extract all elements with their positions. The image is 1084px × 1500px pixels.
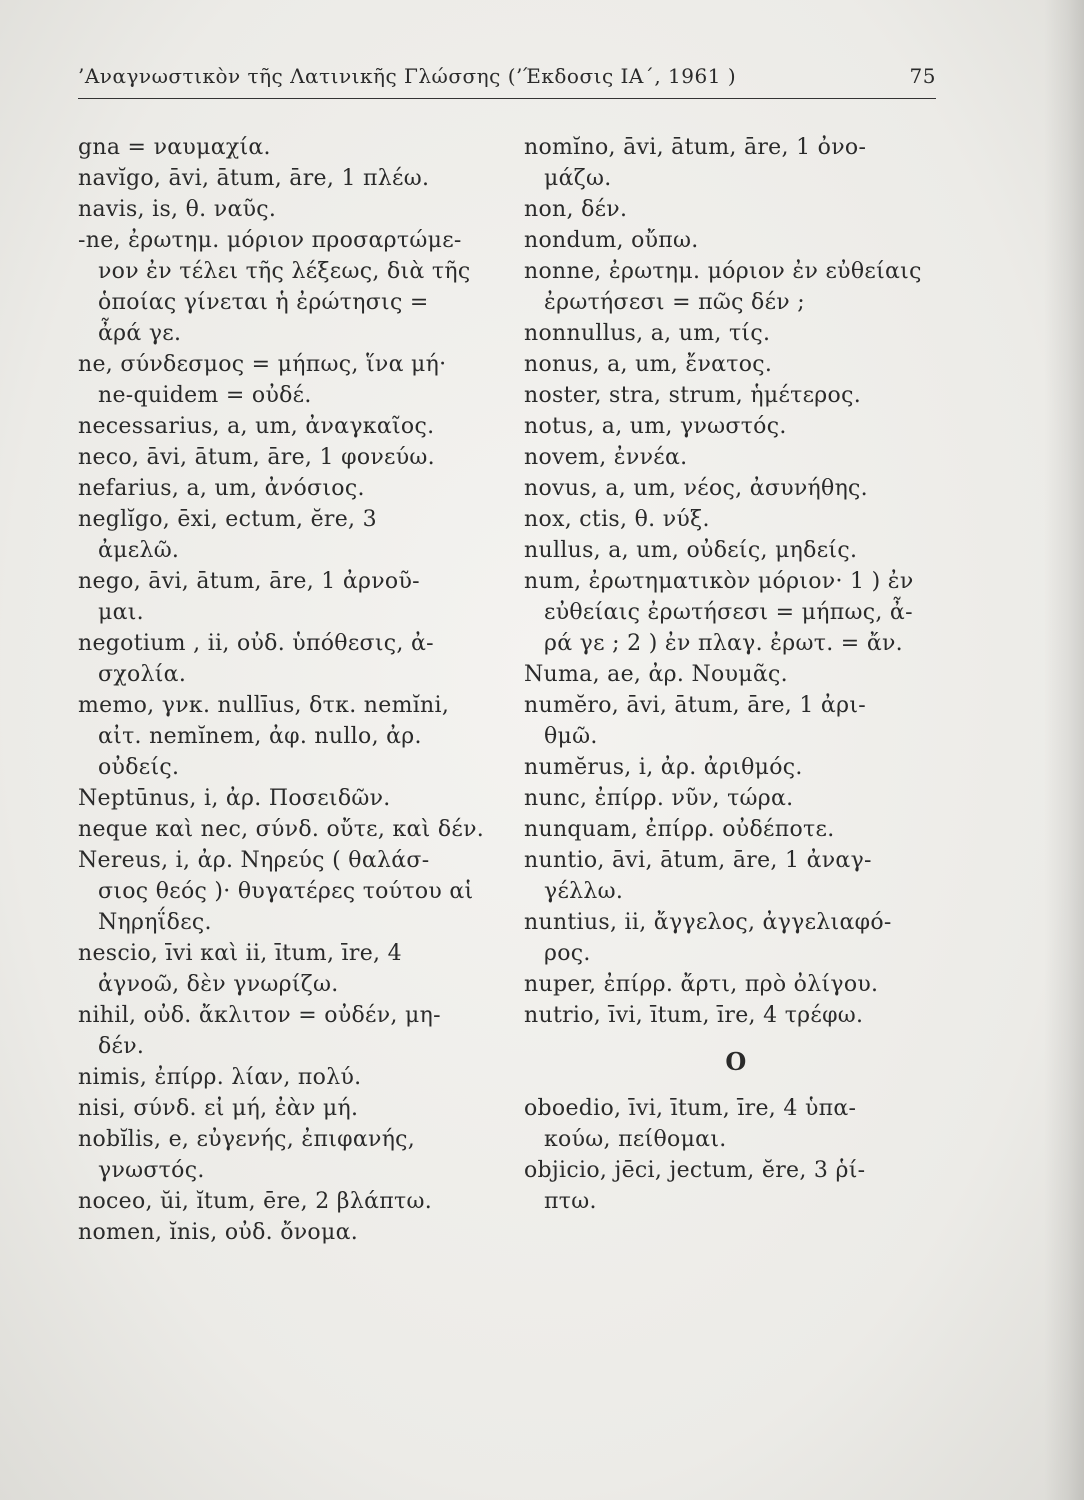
dictionary-line: nimis, ἐπίρρ. λίαν, πολύ.: [78, 1065, 362, 1090]
dictionary-line: δέν.: [98, 1034, 145, 1059]
dictionary-line: γνωστός.: [98, 1158, 205, 1183]
dictionary-line: nomĭno, āvi, ātum, āre, 1 ὀνο-: [524, 135, 867, 160]
dictionary-line: μαι.: [98, 600, 144, 625]
dictionary-line: neque καὶ nec, σύνδ. οὔτε, καὶ δέν.: [78, 817, 485, 842]
dictionary-line: memo, γνκ. nullīus, δτκ. nemĭni,: [78, 693, 450, 718]
running-header: [78, 62, 936, 99]
page-crease-shadow: [1044, 0, 1084, 1500]
dictionary-line: num, ἐρωτηματικὸν μόριον· 1 ) ἐν: [524, 569, 914, 594]
dictionary-line: nuntius, ii, ἄγγελος, ἀγγελιαφό-: [524, 910, 892, 935]
dictionary-line: nonus, a, um, ἔνατος.: [524, 352, 773, 377]
dictionary-line: οὐδείς.: [98, 755, 180, 780]
dictionary-line: necessarius, a, um, ἀναγκαῖος.: [78, 414, 435, 439]
dictionary-line: neglĭgo, ēxi, ectum, ĕre, 3: [78, 507, 377, 532]
dictionary-line: θμῶ.: [544, 724, 598, 749]
dictionary-line: novem, ἐννέα.: [524, 445, 688, 470]
dictionary-line: μάζω.: [544, 166, 612, 191]
dictionary-line: nomen, ĭnis, οὐδ. ὄνομα.: [78, 1220, 359, 1245]
dictionary-line: ἀγνοῶ, δὲν γνωρίζω.: [98, 972, 339, 997]
header-title: ’Αναγνωστικὸν τῆς Λατινικῆς Γλώσσης (’Έκδοσις ΙΑ΄, 1961 ): [78, 64, 737, 88]
dictionary-line: nuntio, āvi, ātum, āre, 1 ἀναγ-: [524, 848, 872, 873]
dictionary-line: navĭgo, āvi, ātum, āre, 1 πλέω.: [78, 166, 430, 191]
dictionary-line: nonne, ἐρωτημ. μόριον ἐν εὐθείαις: [524, 259, 922, 284]
dictionary-line: -ne, ἐρωτημ. μόριον προσαρτώμε-: [78, 228, 462, 253]
dictionary-line: νον ἐν τέλει τῆς λέξεως, διὰ τῆς: [98, 259, 471, 284]
dictionary-line: numĕro, āvi, ātum, āre, 1 ἀρι-: [524, 693, 866, 718]
dictionary-line: nefarius, a, um, ἀνόσιος.: [78, 476, 365, 501]
dictionary-line: ἐρωτήσεσι = πῶς δέν ;: [544, 290, 805, 315]
dictionary-line: navis, is, θ. ναῦς.: [78, 197, 277, 222]
dictionary-line: nox, ctis, θ. νύξ.: [524, 507, 710, 532]
dictionary-line: neco, āvi, ātum, āre, 1 φονεύω.: [78, 445, 435, 470]
dictionary-line: κούω, πείθομαι.: [544, 1127, 727, 1152]
section-letter-o: O: [725, 1047, 747, 1076]
dictionary-line: oboedio, īvi, ītum, īre, 4 ὑπα-: [524, 1096, 857, 1121]
dictionary-line: numĕrus, i, ἀρ. ἀριθμός.: [524, 755, 803, 780]
dictionary-line: σιος θεός )· θυγατέρες τούτου αἱ: [98, 879, 474, 904]
dictionary-line: noceo, ŭi, ĭtum, ēre, 2 βλάπτω.: [78, 1189, 432, 1214]
dictionary-line: Nereus, i, ἀρ. Νηρεύς ( θαλάσ-: [78, 848, 430, 873]
dictionary-line: ne, σύνδεσμος = μήπως, ἵνα μή·: [78, 352, 447, 377]
dictionary-line: noster, stra, strum, ἡμέτερος.: [524, 383, 862, 408]
dictionary-line: αἰτ. nemĭnem, ἀφ. nullo, ἀρ.: [98, 724, 422, 749]
dictionary-line: nego, āvi, ātum, āre, 1 ἀρνοῦ-: [78, 569, 420, 594]
section-o-entries: [524, 1093, 948, 1217]
page-number: 75: [909, 64, 936, 88]
dictionary-line: σχολία.: [98, 662, 187, 687]
dictionary-line: πτω.: [544, 1189, 597, 1214]
dictionary-line: ἀμελῶ.: [98, 538, 180, 563]
dictionary-line: notus, a, um, γνωστός.: [524, 414, 787, 439]
right-column: [524, 132, 948, 1217]
left-column: [78, 132, 486, 1248]
dictionary-line: ρά γε ; 2 ) ἐν πλαγ. ἐρωτ. = ἄν.: [544, 631, 903, 656]
dictionary-line: ὁποίας γίνεται ἡ ἐρώτησις =: [98, 290, 429, 315]
dictionary-line: nullus, a, um, οὐδείς, μηδείς.: [524, 538, 858, 563]
dictionary-line: Neptūnus, i, ἀρ. Ποσειδῶν.: [78, 786, 391, 811]
dictionary-line: nihil, οὐδ. ἄκλιτον = οὐδέν, μη-: [78, 1003, 441, 1028]
dictionary-line: negotium , ii, οὐδ. ὑπόθεσις, ἀ-: [78, 631, 434, 656]
dictionary-line: nuper, ἐπίρρ. ἄρτι, πρὸ ὀλίγου.: [524, 972, 879, 997]
dictionary-line: ne-quidem = οὐδέ.: [98, 383, 312, 408]
dictionary-line: nondum, οὔπω.: [524, 228, 699, 253]
dictionary-line: γέλλω.: [544, 879, 624, 904]
dictionary-line: ρος.: [544, 941, 591, 966]
dictionary-line: objicio, jēci, jectum, ĕre, 3 ῥί-: [524, 1158, 866, 1183]
dictionary-line: ἆρά γε.: [98, 321, 182, 346]
dictionary-line: nescio, īvi καὶ ii, ītum, īre, 4: [78, 941, 402, 966]
dictionary-line: nonnullus, a, um, τίς.: [524, 321, 771, 346]
dictionary-line: gna = ναυμαχία.: [78, 135, 271, 160]
dictionary-line: nunquam, ἐπίρρ. οὐδέποτε.: [524, 817, 835, 842]
dictionary-line: Νηρηΐδες.: [98, 910, 212, 935]
dictionary-line: nisi, σύνδ. εἰ μή, ἐὰν μή.: [78, 1096, 359, 1121]
dictionary-line: nunc, ἐπίρρ. νῦν, τώρα.: [524, 786, 794, 811]
dictionary-line: Numa, ae, ἀρ. Νουμᾶς.: [524, 662, 788, 687]
right-column-entries: [524, 132, 948, 1031]
dictionary-line: εὐθείαις ἐρωτήσεσι = μήπως, ἆ-: [544, 600, 913, 625]
dictionary-line: nutrio, īvi, ītum, īre, 4 τρέφω.: [524, 1003, 864, 1028]
dictionary-line: novus, a, um, νέος, ἀσυνήθης.: [524, 476, 868, 501]
dictionary-line: non, δέν.: [524, 197, 628, 222]
dictionary-line: nobĭlis, e, εὐγενής, ἐπιφανής,: [78, 1127, 416, 1152]
